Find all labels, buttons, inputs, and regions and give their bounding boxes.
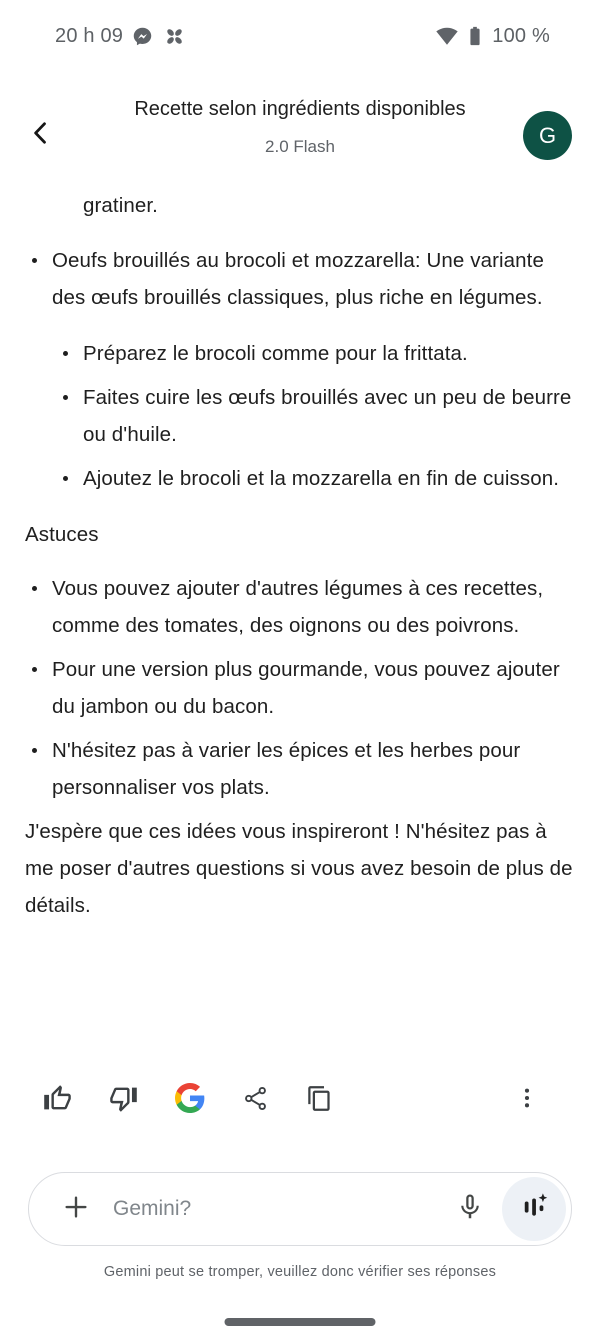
google-search-button[interactable] (175, 1083, 205, 1118)
list-item: Pour une version plus gourmande, vous pouvez ajouter du jambon ou du bacon. (25, 651, 577, 725)
recipe-bullet-list (25, 242, 577, 316)
conversation-title: Recette selon ingrédients disponibles (134, 98, 466, 120)
list-item: Oeufs brouillés au brocoli et mozzarella: Une variante des œufs brouillés classiques, plus riche en légumes. (25, 242, 577, 316)
more-vert-icon (514, 1085, 540, 1116)
prompt-input-bar[interactable] (28, 1172, 572, 1246)
response-action-bar (43, 1083, 540, 1118)
battery-percent-text: 100 % (492, 24, 550, 47)
gesture-navigation-handle[interactable] (225, 1318, 376, 1326)
tips-list (25, 570, 577, 806)
status-right-group (436, 25, 550, 48)
wifi-icon (436, 25, 458, 47)
clover-notification-icon (164, 26, 185, 47)
share-button[interactable] (242, 1085, 269, 1117)
notification-icons (132, 26, 185, 47)
mic-icon (455, 1192, 485, 1227)
list-item: N'hésitez pas à varier les épices et les herbes pour personnaliser vos plats. (25, 732, 577, 806)
list-item: Ajoutez le brocoli et la mozzarella en fin de cuisson. (56, 460, 577, 497)
recipe-steps-list (25, 335, 577, 497)
thumb-down-icon (109, 1084, 138, 1118)
copy-icon (306, 1085, 333, 1117)
assistant-message (25, 185, 577, 924)
closing-paragraph: J'espère que ces idées vous inspireront ! N'hésitez pas à me poser d'autres questions si vous avez besoin de plus de détails. (25, 820, 573, 917)
prompt-input[interactable] (113, 1197, 448, 1221)
message-continuation-line: gratiner. (83, 194, 158, 217)
thumb-up-button[interactable] (43, 1084, 72, 1118)
battery-icon (464, 25, 486, 47)
conversation-header (0, 95, 600, 159)
thumb-up-icon (43, 1084, 72, 1118)
voice-input-button[interactable] (448, 1187, 492, 1231)
list-item: Préparez le brocoli comme pour la frittata. (56, 335, 577, 372)
messenger-notification-icon (132, 26, 153, 47)
share-icon (242, 1085, 269, 1117)
plus-icon (61, 1192, 91, 1227)
status-bar (0, 0, 600, 72)
disclaimer-text: Gemini peut se tromper, veuillez donc vérifier ses réponses (103, 1264, 497, 1280)
model-name[interactable]: 2.0 Flash (265, 137, 335, 156)
add-attachment-button[interactable] (61, 1192, 91, 1227)
list-item: Vous pouvez ajouter d'autres légumes à ces recettes, comme des tomates, des oignons ou des poivrons. (25, 570, 577, 644)
more-options-button[interactable] (514, 1085, 540, 1116)
copy-button[interactable] (306, 1085, 333, 1117)
gemini-live-button[interactable] (502, 1177, 566, 1241)
account-avatar[interactable]: G (523, 111, 572, 160)
list-item: Faites cuire les œufs brouillés avec un peu de beurre ou d'huile. (56, 379, 577, 453)
tips-heading: Astuces (25, 523, 99, 546)
clock-text: 20 h 09 (55, 24, 124, 47)
gemini-live-icon (519, 1191, 550, 1227)
google-logo-icon (175, 1083, 205, 1118)
thumb-down-button[interactable] (109, 1084, 138, 1118)
